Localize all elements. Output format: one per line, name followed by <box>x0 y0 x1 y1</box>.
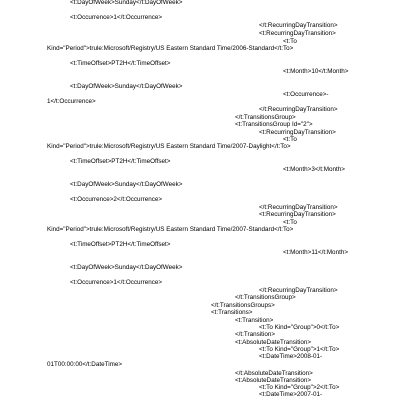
xml-line: Kind="Period">trule:Microsoft/Registry/US Eastern Standard Time/2007-Daylight</t:To> <box>47 143 291 150</box>
xml-line: <t:Transition> <box>235 317 274 324</box>
xml-line: <t:DayOfWeek>Sunday</t:DayOfWeek> <box>70 264 183 271</box>
xml-line: <t:Occurrence>1</t:Occurrence> <box>70 279 163 286</box>
xml-line: </t:TransitionsGroup> <box>235 114 296 121</box>
xml-line: <t:DateTime>2007-01- <box>259 391 323 398</box>
xml-line: <t:TimeOffset>PT2H</t:TimeOffset> <box>70 60 171 67</box>
xml-line: 1</t:Occurrence> <box>47 98 96 105</box>
xml-line: <t:Occurrence>2</t:Occurrence> <box>70 196 163 203</box>
xml-line: </t:RecurringDayTransition> <box>259 287 338 294</box>
xml-line: </t:AbsoluteDateTransition> <box>235 370 313 377</box>
xml-line: <t:TransitionsGroup Id="2"> <box>235 121 313 128</box>
xml-line: <t:Occurrence>- <box>283 91 329 98</box>
xml-line: </t:RecurringDayTransition> <box>259 106 338 113</box>
xml-line: <t:Transitions> <box>211 309 253 316</box>
xml-line: Kind="Period">trule:Microsoft/Registry/US Eastern Standard Time/2007-Standard</t:To> <box>47 226 294 233</box>
xml-line: <t:Month>11</t:Month> <box>283 249 348 256</box>
xml-line: <t:AbsoluteDateTransition> <box>235 339 312 346</box>
xml-line: <t:TimeOffset>PT2H</t:TimeOffset> <box>70 158 171 165</box>
xml-line: <t:DayOfWeek>Sunday</t:DayOfWeek> <box>70 181 183 188</box>
xml-line: <t:DateTime>2008-01- <box>259 353 323 360</box>
xml-line: <t:To <box>283 136 297 143</box>
xml-line: </t:RecurringDayTransition> <box>259 204 338 211</box>
xml-line: <t:DayOfWeek>Sunday</t:DayOfWeek> <box>70 83 183 90</box>
xml-line: <t:RecurringDayTransition> <box>259 30 336 37</box>
xml-line: <t:AbsoluteDateTransition> <box>235 377 312 384</box>
xml-line: <t:RecurringDayTransition> <box>259 129 336 136</box>
xml-line: <t:RecurringDayTransition> <box>259 211 336 218</box>
xml-line: <t:Occurrence>1</t:Occurrence> <box>70 14 163 21</box>
xml-line: <t:To <box>283 38 297 45</box>
xml-line: </t:RecurringDayTransition> <box>259 22 338 29</box>
xml-line: </t:TransitionsGroup> <box>235 294 296 301</box>
xml-line: <t:To <box>283 219 297 226</box>
xml-line: </t:TransitionsGroups> <box>211 302 275 309</box>
xml-line: <t:To Kind="Group">0</t:To> <box>259 324 340 331</box>
xml-line: <t:DayOfWeek>Sunday</t:DayOfWeek> <box>70 0 183 6</box>
xml-line: <t:Month>3</t:Month> <box>283 166 345 173</box>
xml-line: <t:To Kind="Group">1</t:To> <box>259 346 340 353</box>
xml-line: Kind="Period">trule:Microsoft/Registry/US Eastern Standard Time/2006-Standard</t:To> <box>47 45 294 52</box>
xml-line: </t:Transition> <box>235 331 276 338</box>
xml-line: <t:Month>10</t:Month> <box>283 68 349 75</box>
xml-line: <t:TimeOffset>PT2H</t:TimeOffset> <box>70 241 171 248</box>
xml-line: <t:To Kind="Group">2</t:To> <box>259 384 340 391</box>
xml-line: 01T00:00:00</t:DateTime> <box>47 361 123 368</box>
